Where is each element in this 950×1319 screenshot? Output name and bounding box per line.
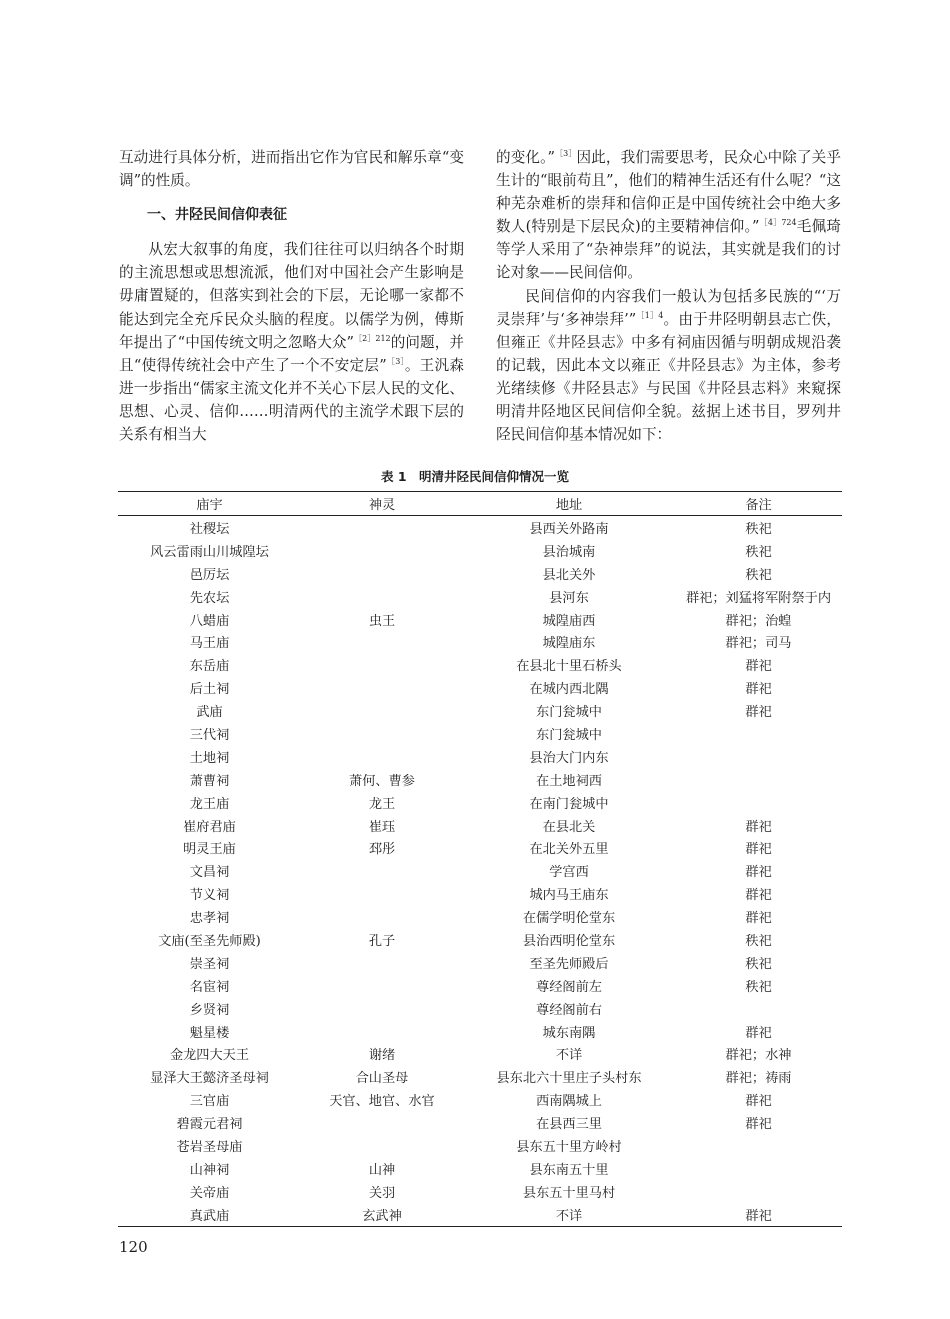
left-paragraph-2	[119, 238, 464, 446]
cell-remarks	[675, 791, 842, 814]
table-row	[118, 1088, 842, 1111]
table-row	[118, 585, 842, 608]
cell-address: 城内马王庙东	[529, 888, 609, 904]
cell-remarks	[675, 768, 842, 791]
cell-address: 县西关外路南	[529, 521, 609, 537]
cell-temple: 文昌祠	[189, 865, 230, 881]
cell-deity	[301, 974, 463, 997]
table-row	[118, 859, 842, 882]
cell-remarks: 群祀	[745, 1117, 772, 1133]
cell-remarks: 群祀	[745, 865, 772, 881]
section-heading: 一、井陉民间信仰表征	[147, 207, 287, 224]
cell-remarks	[675, 1157, 842, 1180]
cell-address: 在县西三里	[536, 1117, 602, 1133]
cell-deity: 天官、地官、水官	[329, 1094, 435, 1110]
cell-address: 城隍庙西	[542, 613, 596, 629]
cell-deity: 龙王	[368, 796, 396, 812]
cell-temple: 社稷坛	[189, 521, 230, 537]
cell-temple: 节义祠	[189, 888, 230, 904]
cell-deity: 关羽	[368, 1185, 396, 1201]
cell-deity: 合山圣母	[355, 1071, 409, 1087]
cell-deity	[301, 882, 463, 905]
table-row	[118, 905, 842, 928]
cell-address: 在南门瓮城中	[529, 796, 609, 812]
cell-deity	[301, 745, 463, 768]
table-row	[118, 1042, 842, 1065]
right-text-column	[496, 146, 841, 446]
cell-temple: 崇圣祠	[189, 956, 230, 972]
cell-remarks: 群祀；水神	[725, 1048, 792, 1064]
cell-temple: 八蜡庙	[189, 613, 230, 629]
cell-address: 县北关外	[542, 567, 596, 583]
cell-deity: 虫王	[368, 613, 396, 629]
left-paragraph-1: 互动进行具体分析，进而指出它作为官民和解乐章“变调”的性质。	[119, 149, 464, 190]
cell-temple: 名宦祠	[189, 979, 230, 995]
cell-address: 县河东	[549, 590, 589, 606]
table-header-row	[118, 492, 842, 516]
cell-deity: 崔珏	[368, 819, 396, 835]
cell-temple: 明灵王庙	[183, 842, 236, 858]
cell-remarks	[675, 997, 842, 1020]
cell-deity	[301, 1134, 463, 1157]
cell-temple: 武庙	[196, 705, 223, 721]
beliefs-table	[118, 491, 842, 1227]
table-row	[118, 1180, 842, 1203]
cell-remarks: 秩祀	[745, 521, 772, 537]
citation-3: ［3］	[386, 356, 405, 366]
cell-temple: 碧霞元君祠	[176, 1117, 243, 1133]
cell-remarks: 秩祀	[745, 567, 772, 583]
cell-address: 县治大门内东	[529, 750, 609, 766]
cell-temple: 风云雷雨山川城隍坛	[150, 544, 269, 560]
right-para2-text-b: 。由于井陉明朝县志亡佚，但雍正《井陉县志》中多有祠庙因循与明朝成规沿袭的记载，因此本文以雍正《井陉县志》为主体，参考光绪续修《井陉县志》与民国《井陉县志料》来窥探明清井陉地区民间信仰全貌。兹据上述书目，罗列井陉民间信仰基本情况如下：	[496, 310, 841, 444]
cell-deity	[301, 676, 463, 699]
cell-address: 至圣先师殿后	[529, 956, 609, 972]
cell-remarks: 群祀；祷雨	[725, 1071, 792, 1087]
cell-address: 县东五十里马村	[522, 1185, 616, 1201]
table-row	[118, 516, 842, 539]
cell-remarks: 群祀	[745, 842, 772, 858]
cell-address: 县东南五十里	[529, 1162, 609, 1178]
cell-remarks: 群祀	[745, 819, 772, 835]
cell-temple: 忠孝祠	[189, 911, 230, 927]
table-row	[118, 653, 842, 676]
cell-deity: 玄武神	[362, 1208, 402, 1224]
table-row	[118, 745, 842, 768]
cell-remarks: 群祀	[745, 888, 772, 904]
cell-deity	[301, 562, 463, 585]
cell-remarks	[675, 722, 842, 745]
right-para1-text-a: 的变化。”	[496, 149, 555, 166]
cell-remarks	[675, 745, 842, 768]
table-row	[118, 814, 842, 837]
cell-address: 在县北十里石桥头	[516, 659, 622, 675]
cell-address: 在儒学明伦堂东	[522, 911, 616, 927]
cell-address: 县东北六十里庄子头村东	[496, 1071, 642, 1087]
cell-address: 城隍庙东	[542, 636, 596, 652]
table-row	[118, 1157, 842, 1180]
right-paragraph-1	[496, 146, 841, 285]
cell-remarks	[675, 1180, 842, 1203]
cell-deity	[301, 997, 463, 1020]
cell-temple: 东岳庙	[189, 659, 230, 675]
cell-temple: 马王庙	[189, 636, 230, 652]
header-remarks: 备注	[745, 498, 772, 513]
cell-deity	[301, 859, 463, 882]
citation-4: ［4］724	[759, 218, 797, 228]
cell-remarks: 群祀	[745, 705, 772, 721]
cell-remarks: 群祀	[745, 1208, 772, 1224]
cell-address: 城东南隅	[542, 1025, 596, 1041]
cell-address: 西南隅城上	[536, 1094, 602, 1110]
cell-deity: 萧何、曹参	[349, 773, 415, 789]
cell-remarks: 秩祀	[745, 544, 772, 560]
cell-temple: 崔府君庙	[183, 819, 236, 835]
cell-remarks: 秩祀	[745, 979, 772, 995]
cell-address: 县治城南	[542, 544, 596, 560]
table-row	[118, 951, 842, 974]
cell-address: 不详	[555, 1048, 583, 1064]
cell-address: 不详	[555, 1208, 583, 1224]
cell-temple: 三代祠	[189, 727, 230, 743]
cell-remarks: 群祀	[745, 911, 772, 927]
cell-remarks: 群祀	[745, 1025, 772, 1041]
cell-remarks: 秩祀	[745, 956, 772, 972]
table-row	[118, 836, 842, 859]
table-row	[118, 699, 842, 722]
table-row	[118, 974, 842, 997]
cell-deity	[301, 722, 463, 745]
cell-temple: 龙王庙	[189, 796, 230, 812]
cell-temple: 萧曹祠	[189, 773, 230, 789]
table-row	[118, 997, 842, 1020]
cell-address: 在北关外五里	[529, 842, 609, 858]
citation-1: ［1］4	[636, 310, 664, 320]
cell-temple: 土地祠	[189, 750, 230, 766]
cell-deity	[301, 1111, 463, 1134]
table-row	[118, 608, 842, 631]
table-row	[118, 791, 842, 814]
right-para1-text-b: 因此，我们需要思考，民众心中除了关乎生计的“眼前苟且”，他们的精神生活还有什么呢？“这种芜杂难析的崇拜和信仰正是中国传统社会中绝大多数人(特别是下层民众)的主要精神信仰。”	[496, 149, 841, 236]
cell-temple: 邑厉坛	[189, 567, 230, 583]
table-body	[118, 516, 842, 1227]
table-caption: 表 1 明清井陉民间信仰情况一览	[380, 469, 570, 484]
right-para1-text-c: 毛佩琦等学人采用了“杂神崇拜”的说法，其实就是我们的讨论对象——民间信仰。	[496, 218, 841, 282]
table-row	[118, 1203, 842, 1226]
cell-deity	[301, 585, 463, 608]
table-row	[118, 630, 842, 653]
cell-deity	[301, 951, 463, 974]
cell-temple: 先农坛	[189, 590, 230, 606]
table-row	[118, 928, 842, 951]
cell-address: 东门瓮城中	[536, 727, 602, 743]
right-para2-text-a: 民间信仰的内容我们一般认为包括多民族的“‘万灵崇拜’与‘多神崇拜’”	[496, 287, 841, 328]
cell-address: 尊经阁前左	[536, 979, 602, 995]
cell-deity	[301, 1020, 463, 1043]
cell-remarks	[675, 1134, 842, 1157]
cell-temple: 关帝庙	[189, 1185, 230, 1201]
cell-deity: 山神	[368, 1162, 396, 1178]
left-para2-text-c: 。王汎森进一步指出“儒家主流文化并不关心下层人民的文化、思想、心灵、信仰……明清两代的主流学术跟下层的关系有相当大	[119, 356, 464, 444]
cell-temple: 真武庙	[189, 1208, 230, 1224]
cell-deity	[301, 539, 463, 562]
table-row	[118, 722, 842, 745]
cell-remarks: 群祀；治蝗	[725, 613, 792, 629]
cell-address: 在土地祠西	[536, 773, 602, 789]
cell-temple: 金龙四大天王	[169, 1048, 250, 1064]
cell-address: 县东五十里方岭村	[516, 1139, 622, 1155]
table-row	[118, 676, 842, 699]
cell-temple: 苍岩圣母庙	[176, 1139, 243, 1155]
cell-address: 在县北关	[542, 819, 596, 835]
cell-deity: 邳彤	[368, 842, 396, 858]
left-para2-text-b: 的问题，并且“使得传统社会中产生了一个不安定层”	[119, 333, 464, 374]
citation-2: ［2］212	[354, 333, 391, 343]
left-text-column	[119, 146, 464, 446]
cell-temple: 三官庙	[189, 1094, 230, 1110]
cell-address: 学宫西	[549, 865, 589, 881]
table-row	[118, 1020, 842, 1043]
table-row	[118, 768, 842, 791]
table-row	[118, 539, 842, 562]
right-paragraph-2	[496, 285, 841, 447]
cell-address: 在城内西北隅	[529, 682, 609, 698]
cell-remarks: 群祀	[745, 659, 772, 675]
left-para2-text-a: 从宏大叙事的角度，我们往往可以归纳各个时期的主流思想或思想流派，他们对中国社会产生影响是毋庸置疑的，但落实到社会的下层，无论哪一家都不能达到完全充斥民众头脑的程度。以儒学为例，傅斯年提出了“中国传统文明之忽略大众”	[119, 241, 464, 351]
cell-deity	[301, 516, 463, 539]
header-deity: 神灵	[368, 498, 396, 513]
cell-remarks: 群祀；司马	[725, 636, 792, 652]
cell-temple: 乡贤祠	[189, 1002, 230, 1018]
cell-deity	[301, 699, 463, 722]
table-row	[118, 562, 842, 585]
citation-3: ［3］	[554, 149, 577, 158]
cell-deity	[301, 653, 463, 676]
cell-remarks: 群祀	[745, 1094, 772, 1110]
cell-remarks: 秩祀	[745, 933, 772, 949]
cell-temple: 文庙(至圣先师殿)	[158, 933, 261, 949]
cell-deity: 孔子	[368, 933, 396, 949]
cell-remarks: 群祀	[745, 682, 772, 698]
cell-temple: 后土祠	[189, 682, 230, 698]
cell-temple: 显泽大王懿济圣母祠	[150, 1071, 269, 1087]
cell-address: 县治西明伦堂东	[522, 933, 616, 949]
table-row	[118, 1111, 842, 1134]
header-temple: 庙宇	[196, 498, 223, 513]
table-row	[118, 1134, 842, 1157]
cell-deity	[301, 630, 463, 653]
cell-address: 尊经阁前右	[536, 1002, 602, 1018]
cell-remarks: 群祀；刘猛将军附祭于内	[685, 590, 832, 606]
table-row	[118, 882, 842, 905]
cell-deity: 谢绪	[368, 1048, 396, 1064]
page-number: 120	[119, 1238, 148, 1256]
cell-address: 东门瓮城中	[536, 705, 602, 721]
cell-temple: 山神祠	[189, 1162, 230, 1178]
header-address: 地址	[555, 498, 583, 513]
cell-deity	[301, 905, 463, 928]
table-row	[118, 1065, 842, 1088]
cell-temple: 魁星楼	[189, 1025, 230, 1041]
